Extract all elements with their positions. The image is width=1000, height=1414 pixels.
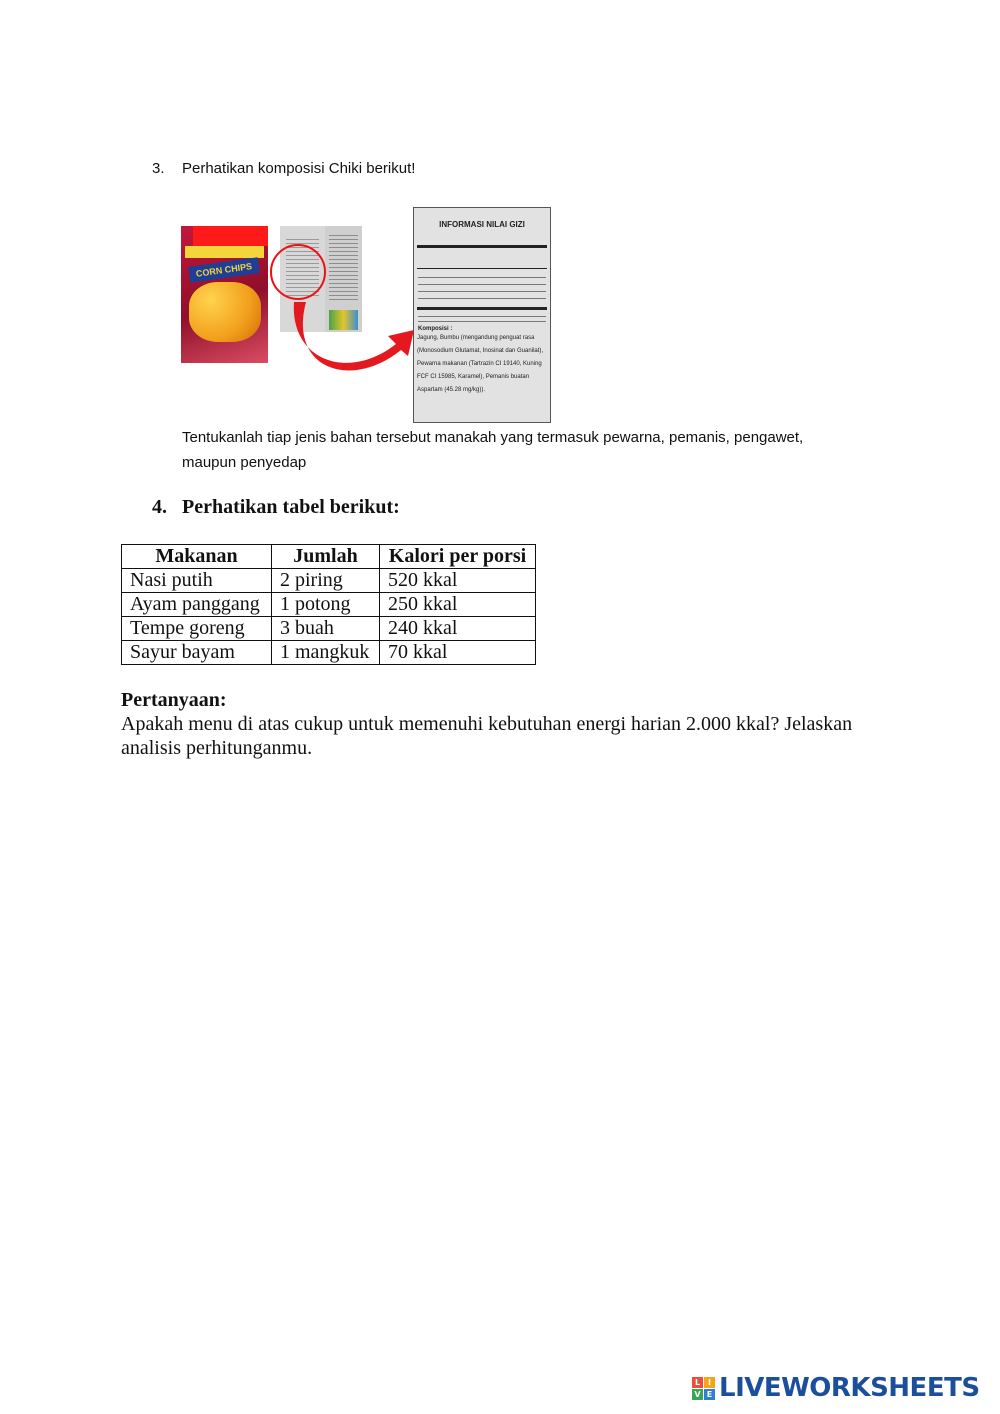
table-cell: 2 piring <box>272 569 380 593</box>
table-row <box>122 593 536 617</box>
logo-mark-icon <box>692 1377 715 1400</box>
chips-illustration <box>189 282 261 342</box>
table-header: Jumlah <box>272 545 380 569</box>
table-cell: 250 kkal <box>380 593 536 617</box>
food-table <box>121 544 536 665</box>
chiki-package-image <box>181 226 268 363</box>
logo-letter: E <box>704 1389 715 1400</box>
nutrition-label-image <box>413 207 551 423</box>
table-cell: 70 kkal <box>380 641 536 665</box>
logo-letter: V <box>692 1389 703 1400</box>
composition-heading: Komposisi : <box>418 326 453 332</box>
table-cell: 3 buah <box>272 617 380 641</box>
question-text: Apakah menu di atas cukup untuk memenuhi kebutuhan energi harian 2.000 kkal? Jelaskan analisis perhitunganmu. <box>121 713 853 759</box>
table-header: Makanan <box>122 545 272 569</box>
question-3-number: 3. <box>152 160 165 177</box>
table-cell: 1 mangkuk <box>272 641 380 665</box>
red-arrow-icon <box>288 300 418 385</box>
table-row <box>122 569 536 593</box>
table-row <box>122 641 536 665</box>
table-cell: 520 kkal <box>380 569 536 593</box>
question-3-task: Tentukanlah tiap jenis bahan tersebut manakah yang termasuk pewarna, pemanis, pengawet, maupun penyedap <box>182 429 804 471</box>
nutrition-label-title: INFORMASI NILAI GIZI <box>439 220 525 229</box>
question-4-prompt <box>152 496 400 519</box>
table-cell: Tempe goreng <box>122 617 272 641</box>
liveworksheets-logo[interactable] <box>692 1373 980 1403</box>
table-header-row <box>122 545 536 569</box>
table-cell: Nasi putih <box>122 569 272 593</box>
table-cell: 1 potong <box>272 593 380 617</box>
table-cell: Ayam panggang <box>122 593 272 617</box>
question-heading: Pertanyaan: <box>121 689 227 711</box>
question-4-text: Perhatikan tabel berikut: <box>182 496 400 518</box>
table-row <box>122 617 536 641</box>
table-cell: Sayur bayam <box>122 641 272 665</box>
question-4-number: 4. <box>152 496 167 518</box>
highlight-circle <box>270 244 326 300</box>
table-cell: 240 kkal <box>380 617 536 641</box>
question-3-prompt <box>152 160 415 177</box>
table-header: Kalori per porsi <box>380 545 536 569</box>
logo-letter: L <box>692 1377 703 1388</box>
package-band <box>185 246 264 258</box>
question-3-text: Perhatikan komposisi Chiki berikut! <box>182 160 416 177</box>
composition-text: Jagung, Bumbu (mengandung penguat rasa (Monosodium Glutamat, Inosinat dan Guanilat), Pewarna makanan (Tartrazin CI 19140, Kuning FCF CI 15985, Karamel), Pemanis buatan Aspartam (45.28 mg/kg)). <box>417 335 544 393</box>
logo-wordmark: LIVEWORKSHEETS <box>719 1373 980 1403</box>
redaction-block <box>193 226 268 246</box>
package-logo: CORN CHIPS <box>188 257 260 283</box>
logo-letter: I <box>704 1377 715 1388</box>
